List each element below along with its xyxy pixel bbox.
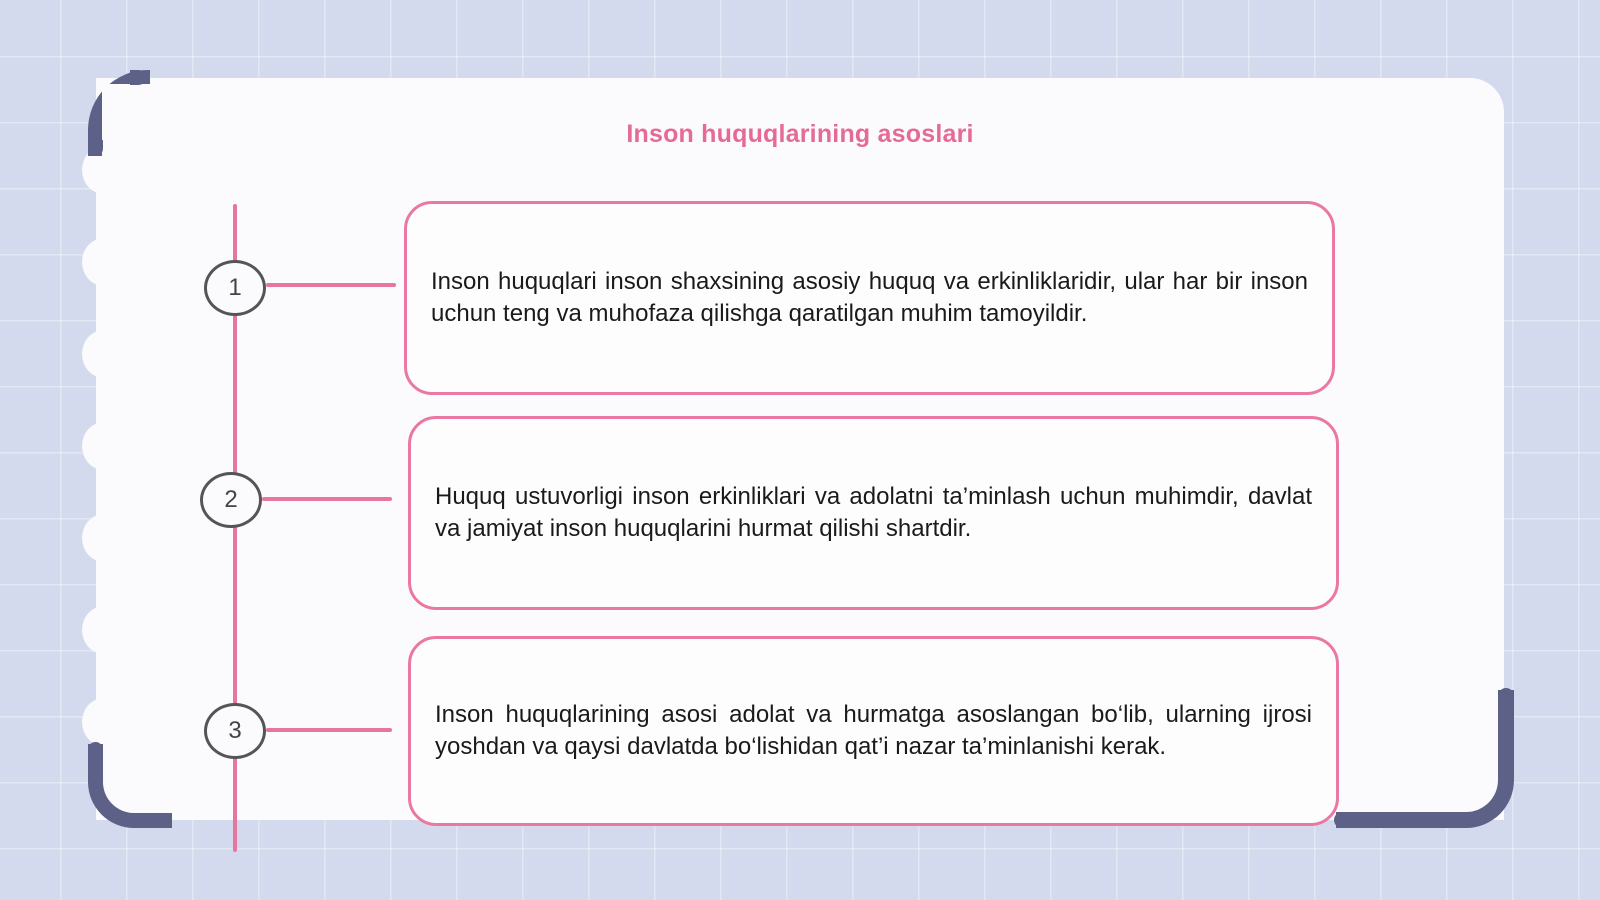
text-box (408, 416, 1339, 610)
bracket-cap (88, 140, 103, 156)
scallop-edge (82, 514, 126, 562)
scallop-edge (82, 698, 126, 746)
slide-title: Inson huquqlarining asoslari (626, 120, 974, 148)
bracket-cap (1334, 812, 1346, 828)
text-box (404, 201, 1335, 395)
step-number-circle: 1 (204, 260, 266, 316)
scallop-edge (82, 330, 126, 378)
text-box-content: Inson huquqlarining asosi adolat va hurmatga asoslangan bo‘lib, ularning ijrosi yoshdan va qaysi davlatda bo‘lishidan qat’i nazar ta’minlanishi kerak. (435, 701, 1312, 760)
bracket-cap (1498, 688, 1514, 700)
text-box-content: Huquq ustuvorligi inson erkinliklari va adolatni ta’minlash uchun muhimdir, davlat va jamiyat inson huquqlarini hurmat qilishi shartdir. (435, 483, 1312, 542)
scallop-edge (82, 422, 126, 470)
bracket-cap (130, 70, 146, 85)
connector-line (266, 283, 396, 287)
bracket-cap (88, 742, 103, 754)
text-box-content: Inson huquqlari inson shaxsining asosiy huquq va erkinliklaridir, ular har bir inson uchun teng va muhofaza qilishga qaratilgan muhim tamoyildir. (431, 268, 1308, 327)
text-box (408, 636, 1339, 826)
scallop-edge (82, 606, 126, 654)
connector-line (266, 728, 392, 732)
step-number-circle: 3 (204, 703, 266, 759)
scallop-edge (82, 238, 126, 286)
connector-line (262, 497, 392, 501)
step-number-circle: 2 (200, 472, 262, 528)
corner-bracket-bottom-right (1336, 690, 1514, 828)
